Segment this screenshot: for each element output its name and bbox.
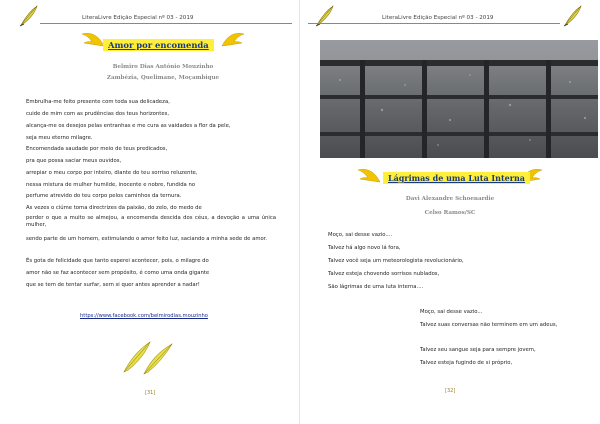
page-number: [32] xyxy=(445,388,456,394)
right-page-header xyxy=(300,4,600,28)
quill-pen-icon xyxy=(18,4,40,28)
poem-line: perder o que a muito se almejou, a encomenda descida dos céus, a devoção a uma única mulher, xyxy=(26,215,276,228)
poem-line: seja meu eterno milagre. xyxy=(26,135,93,141)
poem-line: Embrulha-me feito presente com toda sua delicadeza, xyxy=(26,99,170,105)
right-author-name: Davi Alexandre Schoenardie xyxy=(405,196,495,202)
poem-line: Moço, sai desse vazio.... xyxy=(328,232,393,238)
author-facebook-link[interactable]: https://www.facebook.com/belmirodias.mouzinho xyxy=(80,313,208,319)
poem-line: pra que possa saciar meus ouvidos, xyxy=(26,158,122,164)
quill-pen-icon xyxy=(562,4,584,28)
left-page-header xyxy=(0,4,300,28)
page-number: [31] xyxy=(145,390,156,396)
poem-line: alcança-me os desejos pelas entranhas e me cura as vaidades a flor da pele, xyxy=(26,123,231,129)
left-header-rule xyxy=(40,23,292,24)
poem-line: Talvez esteja fugindo de si próprio, xyxy=(420,360,513,366)
right-author-location: Celso Ramos/SC xyxy=(424,210,476,216)
right-page xyxy=(300,0,600,424)
wing-icon xyxy=(356,166,382,186)
poem-line: És gota de felicidade que tanto esperei acontecer, pois, o milagre do xyxy=(26,258,209,264)
poem-line: cuide de mim com as prudências dos teus horizontes, xyxy=(26,111,170,117)
right-header-rule xyxy=(308,23,560,24)
poem-line: arrepiar o meu corpo por inteiro, diante do teu sorriso reluzente, xyxy=(26,170,198,176)
poem-line: perfume atrevido do teu corpo pelos caminhos da ternura. xyxy=(26,193,182,199)
poem-line: Talvez há algo novo lá fora, xyxy=(328,245,401,251)
wing-icon xyxy=(220,30,246,50)
right-page-title xyxy=(383,172,530,184)
poem-line: Encomendada saudade por meio de teus predicados, xyxy=(26,146,168,152)
poem-line: Talvez esteja chovendo sorrisos nublados, xyxy=(328,271,440,277)
right-title-text: Lágrimas de uma Luta Interna xyxy=(388,173,525,183)
left-header-text: LiteraLivre Edição Especial nº 03 - 2019 xyxy=(82,15,194,21)
poem-line: As vezes o ciúme toma directrizes da paixão, do zelo, do medo de xyxy=(26,205,202,211)
poem-line: sendo parte de um homem, estimulando o amor feito luz, saciando a minha sede de amor. xyxy=(26,236,268,242)
poem-line: nessa mistura de mulher humilde, inocente e nobre, fundida no xyxy=(26,182,196,188)
poem-line: Talvez seu sangue seja para sempre jovem, xyxy=(420,347,536,353)
poem-line: amor não se faz acontecer sem propósito, é como uma onda gigante xyxy=(26,270,210,276)
quill-pen-icon xyxy=(314,4,336,28)
rainy-window-photo xyxy=(320,40,598,158)
feathers-icon xyxy=(118,336,178,376)
left-author-name: Belmiro Dias António Mouzinho xyxy=(112,64,214,70)
poem-line: Moço, sai desse vazio... xyxy=(420,309,483,315)
right-header-text: LiteraLivre Edição Especial nº 03 - 2019 xyxy=(382,15,494,21)
poem-line: que se tem de tentar surfar, sem si quer antes aprender a nadar! xyxy=(26,282,200,288)
poem-line: Talvez suas conversas não terminem em um adeus, xyxy=(420,322,558,328)
left-title-text: Amor por encomenda xyxy=(108,40,209,50)
poem-line: São lágrimas de uma luta interna.... xyxy=(328,284,424,290)
poem-line: Talvez você seja um meteorologista revolucionário, xyxy=(328,258,464,264)
left-page-title xyxy=(103,39,214,51)
left-author-location: Zambézia, Quelimane, Moçambique xyxy=(106,75,220,81)
